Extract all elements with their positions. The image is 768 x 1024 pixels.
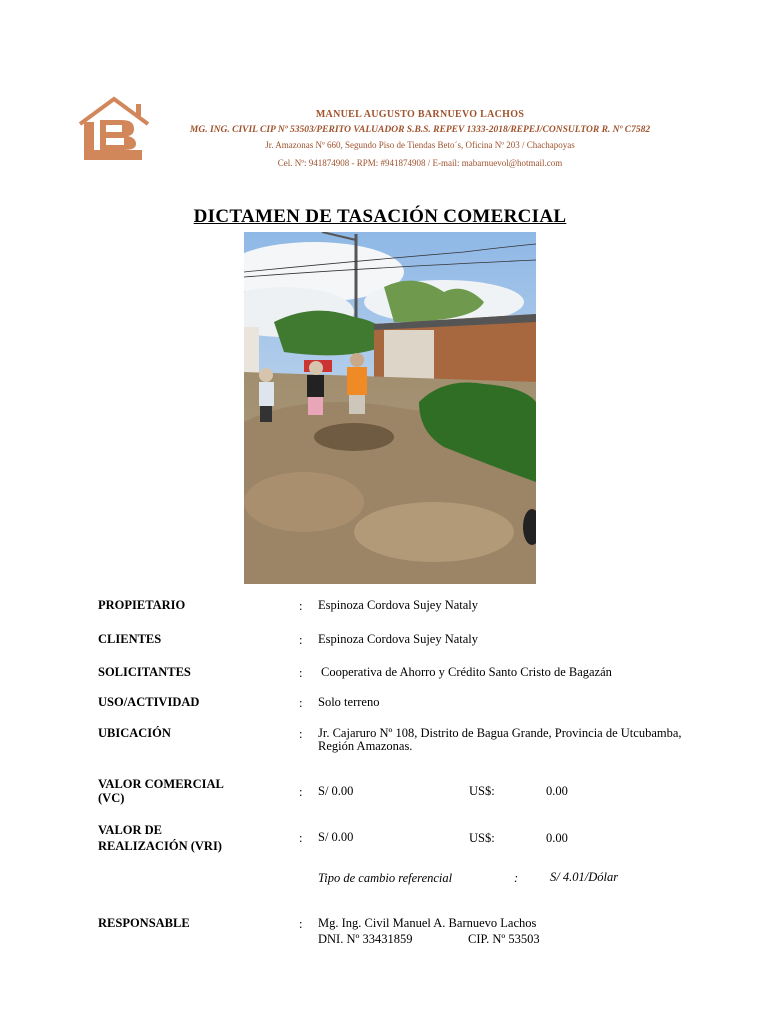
requesters-colon: : [299, 666, 303, 680]
property-photo [244, 232, 536, 584]
clients-label: CLIENTES [98, 632, 162, 646]
realization-value-label-line1: VALOR DE [98, 823, 163, 837]
clients-colon: : [299, 633, 303, 647]
location-value-line2: Región Amazonas. [318, 739, 413, 753]
commercial-value-soles: S/ 0.00 [318, 784, 354, 798]
document-title: DICTAMEN DE TASACIÓN COMERCIAL [193, 206, 567, 227]
realization-value-usd: 0.00 [546, 831, 568, 845]
company-logo [78, 96, 150, 164]
location-label: UBICACIÓN [98, 726, 171, 740]
letterhead-address: Jr. Amazonas Nº 660, Segundo Piso de Tiendas Beto´s, Oficina Nº 203 / Chachapoyas [265, 140, 575, 150]
responsible-colon: : [299, 917, 303, 931]
use-value: Solo terreno [318, 695, 380, 709]
commercial-value-label-line2: (VC) [98, 791, 125, 805]
owner-label: PROPIETARIO [98, 598, 186, 612]
requesters-value: Cooperativa de Ahorro y Crédito Santo Cristo de Bagazán [321, 665, 612, 679]
letterhead-contact: Cel. Nº: 941874908 - RPM: #941874908 / E-mail: mabarnuevol@hotmail.com [277, 158, 563, 168]
realization-value-label-line2: REALIZACIÓN (VRI) [98, 839, 222, 853]
exchange-rate-value: S/ 4.01/Dólar [550, 870, 619, 884]
use-label: USO/ACTIVIDAD [98, 695, 200, 709]
letterhead-title: MG. ING. CIVIL CIP Nº 53503/PERITO VALUADOR S.B.S. REPEV 1333-2018/REPEJ/CONSULTOR R. Nº C7582 [189, 125, 651, 135]
letterhead-name: MANUEL AUGUSTO BARNUEVO LACHOS [315, 109, 525, 120]
exchange-rate-label: Tipo de cambio referencial [318, 871, 453, 885]
realization-value-colon: : [299, 831, 303, 845]
commercial-value-usd: 0.00 [546, 784, 568, 798]
commercial-value-usd-label: US$: [469, 784, 495, 798]
location-colon: : [299, 727, 303, 741]
owner-value: Espinoza Cordova Sujey Nataly [318, 598, 479, 612]
clients-value: Espinoza Cordova Sujey Nataly [318, 632, 479, 646]
use-colon: : [299, 696, 303, 710]
realization-value-soles: S/ 0.00 [318, 830, 354, 844]
responsible-name: Mg. Ing. Civil Manuel A. Barnuevo Lachos [318, 916, 537, 930]
owner-colon: : [299, 599, 303, 613]
commercial-value-colon: : [299, 785, 303, 799]
commercial-value-label-line1: VALOR COMERCIAL [98, 777, 224, 791]
responsible-dni: DNI. Nº 33431859 [318, 932, 413, 946]
exchange-rate-colon: : [514, 871, 519, 885]
requesters-label: SOLICITANTES [98, 665, 191, 679]
responsible-label: RESPONSABLE [98, 916, 190, 930]
realization-value-usd-label: US$: [469, 831, 495, 845]
location-value-line1: Jr. Cajaruro Nº 108, Distrito de Bagua Grande, Provincia de Utcubamba, [318, 726, 682, 740]
responsible-cip: CIP. Nº 53503 [468, 932, 540, 946]
